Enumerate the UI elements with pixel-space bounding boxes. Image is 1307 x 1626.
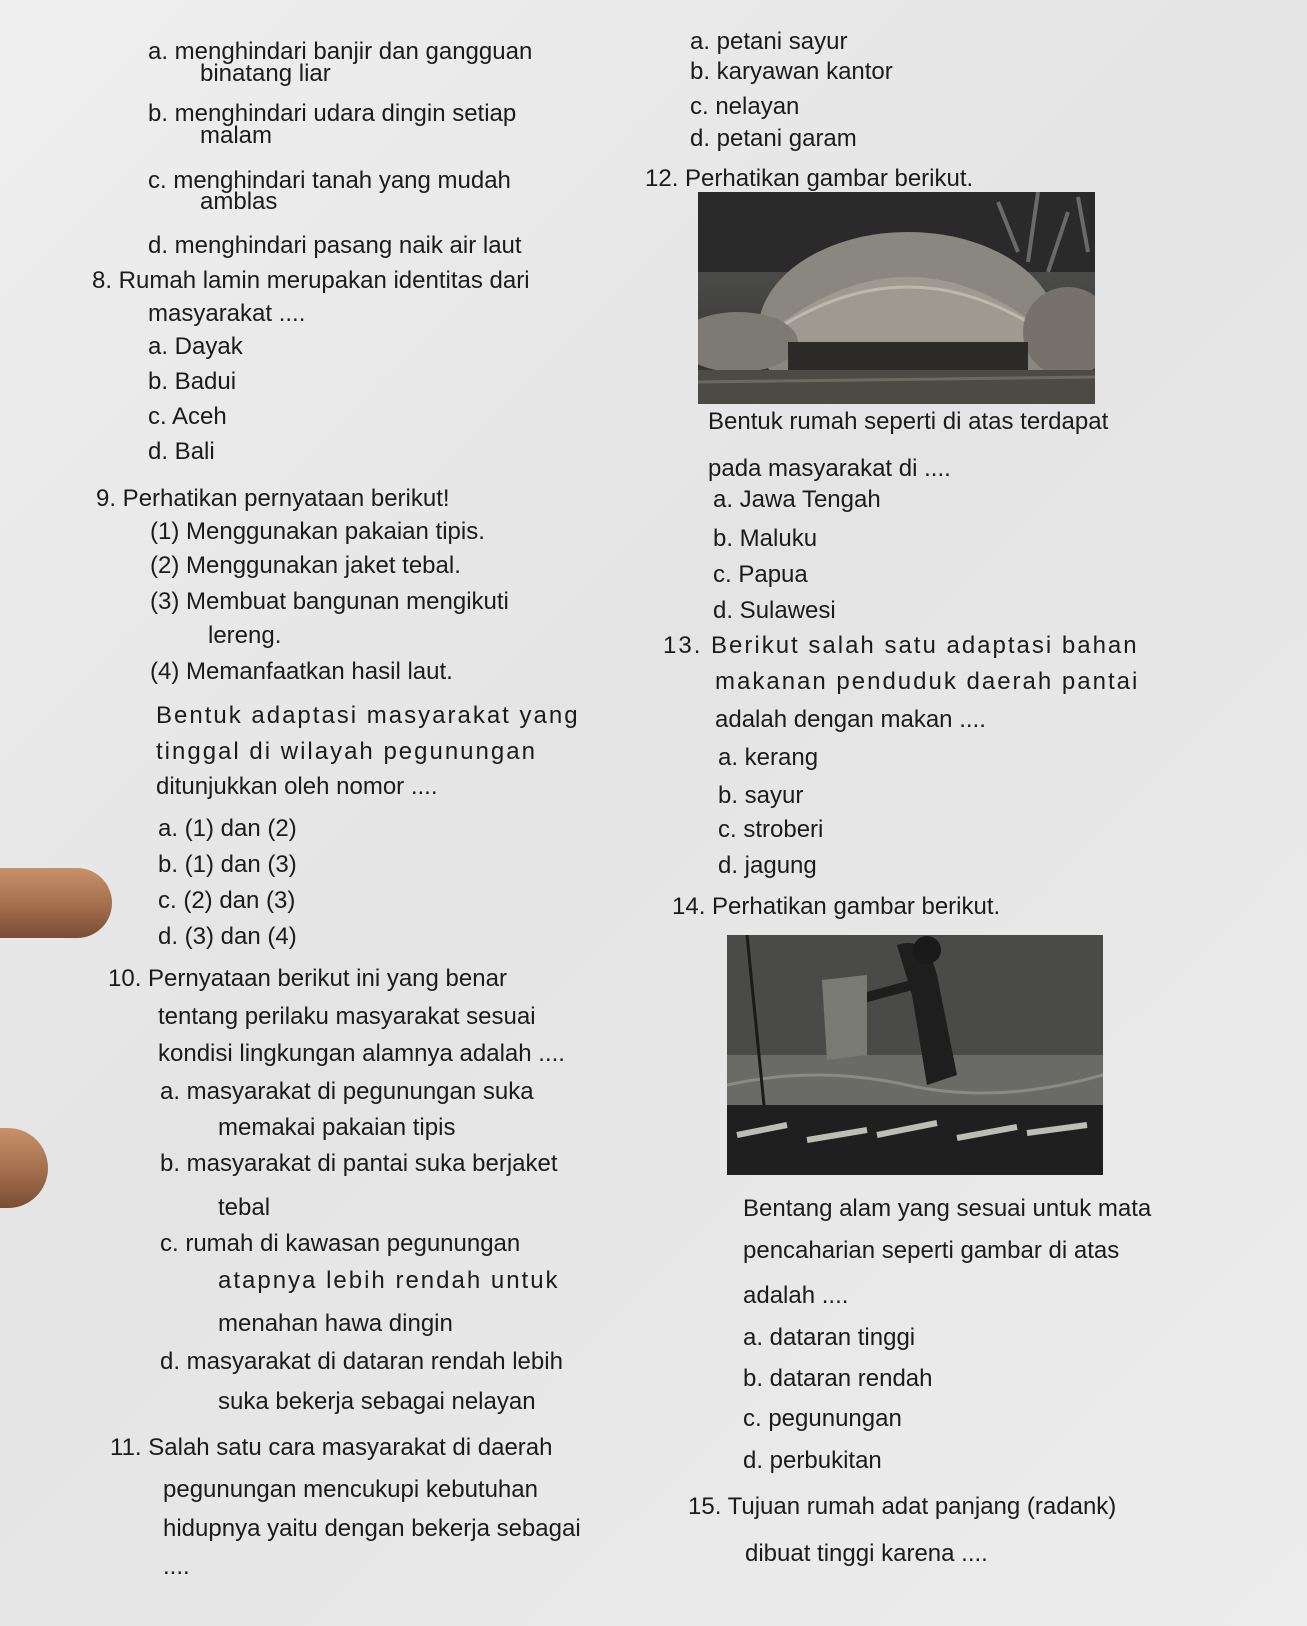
q13-option-b: b. sayur [718, 782, 804, 809]
q14-prompt-line1: Bentang alam yang sesuai untuk mata [743, 1195, 1152, 1222]
q14-option-a: a. dataran tinggi [743, 1324, 916, 1351]
q9-prompt-line3: ditunjukkan oleh nomor .... [156, 773, 438, 800]
q7-option-d: d. menghindari pasang naik air laut [148, 232, 522, 259]
q11-question: 11. Salah satu cara masyarakat di daerah [110, 1434, 553, 1461]
q10-option-a: a. masyarakat di pegunungan suka [160, 1078, 534, 1105]
q7-option-a-line2: binatang liar [200, 60, 331, 87]
q9-statement-3: (3) Membuat bangunan mengikuti [150, 588, 509, 615]
q13-question-line3: adalah dengan makan .... [715, 706, 986, 733]
q12-question: 12. Perhatikan gambar berikut. [645, 165, 974, 192]
q9-option-c: c. (2) dan (3) [158, 887, 296, 914]
q9-option-b: b. (1) dan (3) [158, 851, 297, 878]
q10-question-line3: kondisi lingkungan alamnya adalah .... [158, 1040, 565, 1067]
q10-option-d-line2: suka bekerja sebagai nelayan [218, 1388, 536, 1415]
q8-option-a: a. Dayak [148, 333, 243, 360]
q7-option-a-line1: a. menghindari banjir dan gangguan [148, 38, 533, 65]
q13-option-a: a. kerang [718, 744, 819, 771]
q10-option-a-line2: memakai pakaian tipis [218, 1114, 456, 1141]
honai-house-photo [698, 192, 1095, 404]
q8-option-b: b. Badui [148, 368, 237, 395]
q9-question: 9. Perhatikan pernyataan berikut! [96, 485, 450, 512]
q7-option-b-line2: malam [200, 122, 273, 149]
q7-option-c-line1: c. menghindari tanah yang mudah [148, 167, 511, 194]
q7-option-b-line1: b. menghindari udara dingin setiap [148, 100, 517, 127]
q10-option-b-line2: tebal [218, 1194, 271, 1221]
q13-question: 13. Berikut salah satu adaptasi bahan [663, 632, 1139, 659]
fisherman-photo [727, 935, 1103, 1175]
q14-question: 14. Perhatikan gambar berikut. [672, 893, 1001, 920]
q11-option-a: a. petani sayur [690, 28, 848, 55]
q10-question: 10. Pernyataan berikut ini yang benar [108, 965, 507, 992]
q13-question-line2: makanan penduduk daerah pantai [715, 668, 1140, 695]
q10-option-d: d. masyarakat di dataran rendah lebih [160, 1348, 563, 1375]
q11-question-line3: hidupnya yaitu dengan bekerja sebagai [163, 1515, 581, 1542]
q12-prompt-line2: pada masyarakat di .... [708, 455, 951, 482]
q9-statement-3-line2: lereng. [208, 622, 282, 649]
q11-question-line4: .... [163, 1553, 190, 1580]
q9-statement-2: (2) Menggunakan jaket tebal. [150, 552, 461, 579]
q10-option-b: b. masyarakat di pantai suka berjaket [160, 1150, 558, 1177]
q8-option-d: d. Bali [148, 438, 215, 465]
q7-option-c-line2: amblas [200, 188, 278, 215]
q13-option-d: d. jagung [718, 852, 817, 879]
finger-top [0, 868, 112, 938]
q12-prompt-line1: Bentuk rumah seperti di atas terdapat [708, 408, 1109, 435]
q15-question-line2: dibuat tinggi karena .... [745, 1540, 988, 1567]
q9-statement-1: (1) Menggunakan pakaian tipis. [150, 518, 485, 545]
q10-option-c-line2: atapnya lebih rendah untuk [218, 1267, 560, 1294]
q12-option-a: a. Jawa Tengah [713, 486, 881, 513]
q10-option-c-line3: menahan hawa dingin [218, 1310, 453, 1337]
q10-question-line2: tentang perilaku masyarakat sesuai [158, 1003, 536, 1030]
q8-question: 8. Rumah lamin merupakan identitas dari [92, 267, 530, 294]
q14-option-c: c. pegunungan [743, 1405, 902, 1432]
q15-question: 15. Tujuan rumah adat panjang (radank) [688, 1493, 1117, 1520]
q9-option-a: a. (1) dan (2) [158, 815, 297, 842]
q12-option-d: d. Sulawesi [713, 597, 836, 624]
q11-option-d: d. petani garam [690, 125, 857, 152]
q9-prompt-line2: tinggal di wilayah pegunungan [156, 738, 537, 765]
q11-question-line2: pegunungan mencukupi kebutuhan [163, 1476, 538, 1503]
q10-option-c: c. rumah di kawasan pegunungan [160, 1230, 521, 1257]
q11-option-b: b. karyawan kantor [690, 58, 893, 85]
q14-option-d: d. perbukitan [743, 1447, 882, 1474]
q8-option-c: c. Aceh [148, 403, 227, 430]
q13-option-c: c. stroberi [718, 816, 824, 843]
q8-question-line2: masyarakat .... [148, 300, 306, 327]
q9-prompt-line1: Bentuk adaptasi masyarakat yang [156, 702, 580, 729]
q14-option-b: b. dataran rendah [743, 1365, 933, 1392]
q14-prompt-line3: adalah .... [743, 1282, 849, 1309]
finger-bottom [0, 1128, 48, 1208]
q14-prompt-line2: pencaharian seperti gambar di atas [743, 1237, 1120, 1264]
q12-option-c: c. Papua [713, 561, 808, 588]
q11-option-c: c. nelayan [690, 93, 800, 120]
q9-statement-4: (4) Memanfaatkan hasil laut. [150, 658, 453, 685]
q9-option-d: d. (3) dan (4) [158, 923, 297, 950]
q12-option-b: b. Maluku [713, 525, 818, 552]
